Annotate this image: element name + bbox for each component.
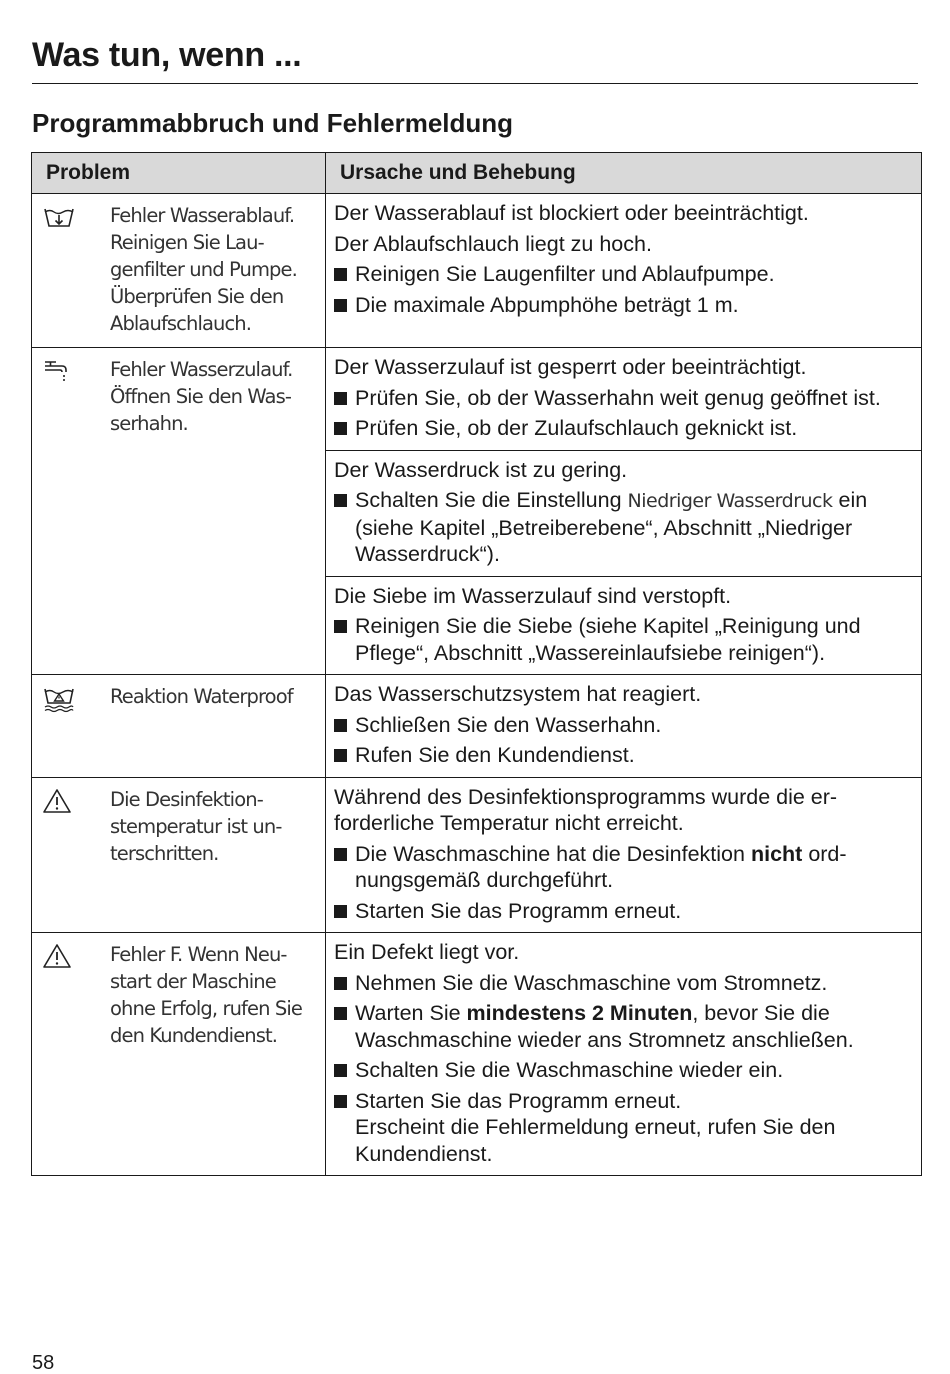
drain-icon	[42, 202, 110, 337]
cause-cell	[326, 450, 922, 576]
problem-text: Fehler F. Wenn Neustart der Maschine ohne Erfolg, rufen Sie den Kundendienst.	[110, 943, 302, 1047]
cause-text: Während des Desinfektionsprogramms wurde die erforderliche Temperatur nicht erreicht.	[334, 784, 838, 835]
warning-icon	[42, 786, 110, 867]
cause-cell	[326, 576, 922, 675]
cause-cell	[326, 675, 922, 778]
remedy-item: Schalten Sie die Waschmaschine wieder ein.	[334, 1057, 913, 1084]
bullet-square-icon	[334, 719, 347, 732]
remedy-item: Prüfen Sie, ob der Zulaufschlauch geknickt ist.	[334, 415, 913, 442]
cause-cell	[326, 348, 922, 451]
cause-text: Der Wasserzulauf ist gesperrt oder beeinträchtigt.	[334, 355, 807, 379]
bullet-square-icon	[334, 392, 347, 405]
troubleshooting-table	[31, 152, 922, 1176]
problem-text: Fehler Wasserablauf. Reinigen Sie Laugenfilter und Pumpe. Überprüfen Sie den Ablaufschlauch.	[110, 204, 297, 335]
bullet-square-icon	[334, 848, 347, 861]
remedy-item: Schalten Sie die Einstellung Niedriger Wasserdruck ein (siehe Kapitel „Betreiberebene“, Abschnitt „Niedriger Wasserdruck“).	[334, 487, 913, 568]
bullet-square-icon	[334, 1064, 347, 1077]
water-inlet-icon	[42, 356, 110, 437]
remedy-item: Nehmen Sie die Waschmaschine vom Stromnetz.	[334, 970, 913, 997]
cause-text: Die Siebe im Wasserzulauf sind verstopft.	[334, 583, 732, 608]
remedy-item: Starten Sie das Programm erneut.	[334, 898, 913, 925]
problem-cell	[32, 348, 326, 675]
problem-cell	[32, 194, 326, 348]
remedy-item: Prüfen Sie, ob der Wasserhahn weit genug geöffnet ist.	[334, 385, 913, 412]
remedy-item: Die Waschmaschine hat die Desinfektion nicht ordnungsgemäß durchgeführt.	[334, 841, 913, 894]
problem-text: Reaktion Waterproof	[110, 685, 293, 708]
remedy-item: Reinigen Sie die Siebe (siehe Kapitel „Reinigung und Pflege“, Abschnitt „Wassereinlaufsiebe reinigen“).	[334, 613, 913, 666]
cause-cell	[326, 777, 922, 933]
page-title: Was tun, wenn ...	[32, 36, 918, 84]
remedy-item: Reinigen Sie Laugenfilter und Ablaufpumpe.	[334, 261, 913, 288]
bullet-square-icon	[334, 749, 347, 762]
setting-name: Niedriger Wasserdruck	[627, 490, 833, 512]
bullet-square-icon	[334, 299, 347, 312]
bullet-square-icon	[334, 268, 347, 281]
bullet-square-icon	[334, 422, 347, 435]
table-row	[32, 777, 922, 933]
table-row	[32, 348, 922, 451]
problem-text: Fehler Wasserzulauf. Öffnen Sie den Wasserhahn.	[110, 358, 293, 435]
waterproof-icon	[42, 683, 110, 713]
cause-text: Der Ablaufschlauch liegt zu hoch.	[334, 231, 652, 256]
table-row	[32, 194, 922, 348]
warning-icon	[42, 941, 110, 1049]
cause-text: Ein Defekt liegt vor.	[334, 940, 520, 964]
cause-cell	[326, 933, 922, 1176]
cause-text: Der Wasserdruck ist zu gering.	[334, 457, 628, 482]
remedy-item: Rufen Sie den Kundendienst.	[334, 742, 913, 769]
remedy-item: Starten Sie das Programm erneut. Erscheint die Fehlermeldung erneut, rufen Sie den Kundendienst.	[334, 1088, 913, 1168]
section-title: Programmabbruch und Fehlermeldung	[32, 108, 514, 138]
problem-cell	[32, 933, 326, 1176]
bullet-square-icon	[334, 620, 347, 633]
bullet-square-icon	[334, 977, 347, 990]
remedy-item: Die maximale Abpumphöhe beträgt 1 m.	[334, 292, 913, 319]
cause-text: Der Wasserablauf ist blockiert oder beeinträchtigt.	[334, 201, 809, 225]
problem-cell	[32, 675, 326, 778]
column-header-problem: Problem	[32, 153, 326, 194]
remedy-item: Warten Sie mindestens 2 Minuten, bevor Sie die Waschmaschine wieder ans Stromnetz anschließen.	[334, 1000, 913, 1053]
problem-cell	[32, 777, 326, 933]
column-header-cause: Ursache und Behebung	[326, 153, 922, 194]
bullet-square-icon	[334, 905, 347, 918]
bullet-square-icon	[334, 494, 347, 507]
bullet-square-icon	[334, 1007, 347, 1020]
page-number: 58	[32, 1352, 55, 1374]
bullet-square-icon	[334, 1095, 347, 1108]
table-row	[32, 933, 922, 1176]
table-header-row	[32, 153, 922, 194]
table-row	[32, 675, 922, 778]
problem-text: Die Desinfektionstemperatur ist unterschritten.	[110, 787, 283, 865]
cause-text: Das Wasserschutzsystem hat reagiert.	[334, 682, 702, 706]
cause-cell	[326, 194, 922, 348]
remedy-item: Schließen Sie den Wasserhahn.	[334, 712, 913, 739]
